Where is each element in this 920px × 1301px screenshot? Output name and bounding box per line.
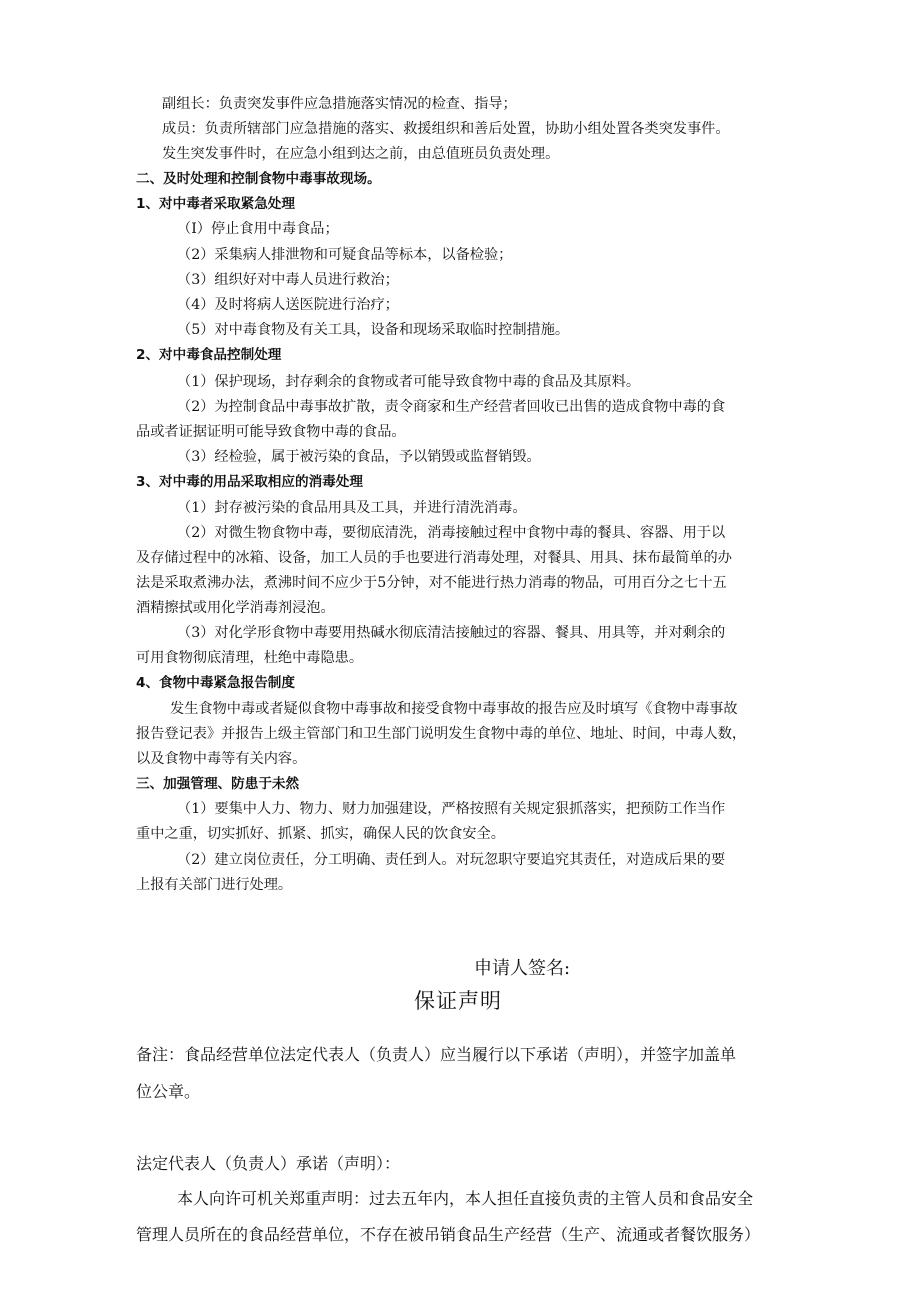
body-line: 报告登记表》并报告上级主管部门和卫生部门说明发生食物中毒的单位、地址、时间，中毒人数， [136,726,747,742]
body-line: （1）保护现场，封存剩余的食物或者可能导致食物中毒的食品及其原料。 [177,374,641,390]
body-line: （1）要集中人力、物力、财力加强建设，严格按照有关规定狠抓落实，把预防工作当作 [177,801,726,817]
body-line: 本人向许可机关郑重声明：过去五年内，本人担任直接负责的主管人员和食品安全 [177,1189,754,1208]
subsection-heading: 4、食物中毒紧急报告制度 [136,675,295,691]
body-line: （3）经检验，属于被污染的食品，予以销毁或监督销毁。 [177,449,541,465]
subsection-heading: 1、对中毒者采取紧急处理 [136,196,295,212]
body-line: 酒精擦拭或用化学消毒剂浸泡。 [136,600,335,616]
body-line: 以及食物中毒等有关内容。 [136,751,307,767]
list-item: （2）采集病人排泄物和可疑食品等标本，以备检验； [177,247,513,263]
section-heading: 二、及时处理和控制食物中毒事故现场。 [136,171,381,187]
body-line: 及存储过程中的冰箱、设备，加工人员的手也要进行消毒处理，对餐具、用具、抹布最简单的办 [136,550,732,566]
body-line: （1）封存被污染的食品用具及工具，并进行清洗消毒。 [177,500,527,516]
body-line: 发生突发事件时，在应急小组到达之前，由总值班员负责处理。 [162,146,560,162]
pledge-heading: 法定代表人（负责人）承诺（声明）： [136,1154,401,1173]
body-line: （2）为控制食品中毒事故扩散，责令商家和生产经营者回收已出售的造成食物中毒的食 [177,399,726,415]
body-line: 重中之重，切实抓好、抓紧、抓实，确保人民的饮食安全。 [136,826,505,842]
body-line: 品或者证据证明可能导致食物中毒的食品。 [136,424,406,440]
list-item: （5）对中毒食物及有关工具，设备和现场采取临时控制措施。 [177,322,570,338]
list-item: （4）及时将病人送医院进行治疗； [177,297,399,313]
body-line: （2）对微生物食物中毒，要彻底清洗，消毒接触过程中食物中毒的餐具、容器、用于以 [177,525,726,541]
body-line: 法是采取煮沸办法，煮沸时间不应少于5分钟，对不能进行热力消毒的物品，可用百分之七十五 [136,575,727,591]
declaration-title: 保证声明 [414,989,502,1013]
body-line: 可用食物彻底清理，杜绝中毒隐患。 [136,650,364,666]
subsection-heading: 2、对中毒食品控制处理 [136,347,282,363]
note-line: 位公章。 [136,1082,201,1101]
section-heading: 三、加强管理、防患于未然 [136,776,300,792]
list-item: （3）组织好对中毒人员进行救治； [177,272,399,288]
note-line: 备注：食品经营单位法定代表人（负责人）应当履行以下承诺（声明），并签字加盖单 [136,1045,737,1064]
applicant-signature-label: 申请人签名: [474,958,571,979]
list-item: （I）停止食用中毒食品； [177,221,339,237]
body-line: 副组长：负责突发事件应急措施落实情况的检查、指导； [162,96,517,112]
subsection-heading: 3、对中毒的用品采取相应的消毒处理 [136,474,363,490]
body-line: 管理人员所在的食品经营单位，不存在被吊销食品生产经营（生产、流通或者餐饮服务） [136,1225,761,1244]
body-line: 成员：负责所辖部门应急措施的落实、救援组织和善后处置，协助小组处置各类突发事件。 [162,121,730,137]
body-line: 发生食物中毒或者疑似食物中毒事故和接受食物中毒事故的报告应及时填写《食物中毒事故 [170,701,738,717]
body-line: 上报有关部门进行处理。 [136,877,293,893]
body-line: （2）建立岗位责任，分工明确、责任到人。对玩忽职守要追究其责任，对造成后果的要 [177,852,726,868]
body-line: （3）对化学形食物中毒要用热碱水彻底清洁接触过的容器、餐具、用具等，并对剩余的 [177,625,726,641]
